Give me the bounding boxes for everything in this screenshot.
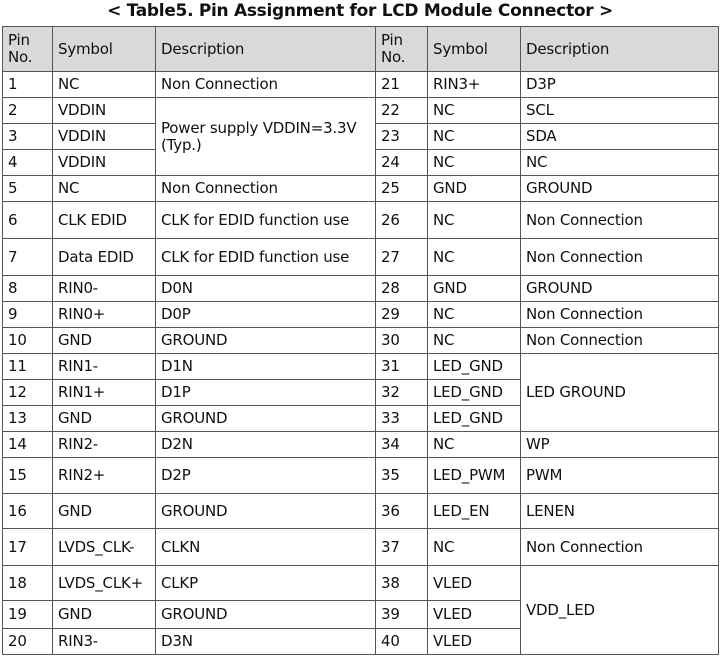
cell-description: D3N	[156, 629, 376, 655]
header-symbol: Symbol	[53, 27, 156, 72]
cell-symbol: GND	[428, 276, 521, 302]
cell-symbol: RIN2+	[53, 458, 156, 494]
cell-symbol: LED_GND	[428, 354, 521, 380]
cell-description: LENEN	[521, 494, 719, 529]
cell-symbol: RIN0-	[53, 276, 156, 302]
cell-pin-no: 2	[3, 98, 53, 124]
cell-pin-no: 11	[3, 354, 53, 380]
cell-symbol: NC	[428, 202, 521, 239]
cell-description: D0N	[156, 276, 376, 302]
cell-symbol: NC	[53, 72, 156, 98]
header-description: Description	[521, 27, 719, 72]
cell-description: CLK for EDID function use	[156, 202, 376, 239]
cell-symbol: LVDS_CLK+	[53, 566, 156, 601]
cell-pin-no: 21	[376, 72, 428, 98]
cell-description: Non Connection	[521, 529, 719, 566]
cell-pin-no: 32	[376, 380, 428, 406]
cell-symbol: NC	[428, 124, 521, 150]
cell-description: CLK for EDID function use	[156, 239, 376, 276]
cell-symbol: NC	[428, 432, 521, 458]
cell-description: GROUND	[156, 601, 376, 629]
header-description: Description	[156, 27, 376, 72]
cell-description: D1P	[156, 380, 376, 406]
cell-pin-no: 8	[3, 276, 53, 302]
cell-description: D1N	[156, 354, 376, 380]
table-row	[3, 239, 719, 276]
table-title: < Table5. Pin Assignment for LCD Module Connector >	[107, 1, 613, 21]
cell-symbol: NC	[428, 529, 521, 566]
cell-pin-no: 16	[3, 494, 53, 529]
cell-symbol: GND	[53, 406, 156, 432]
table-row	[3, 458, 719, 494]
cell-pin-no: 40	[376, 629, 428, 655]
cell-symbol: GND	[428, 176, 521, 202]
cell-pin-no: 29	[376, 302, 428, 328]
cell-symbol: CLK EDID	[53, 202, 156, 239]
cell-pin-no: 10	[3, 328, 53, 354]
cell-description: GROUND	[156, 494, 376, 529]
cell-pin-no: 30	[376, 328, 428, 354]
header-pin-no: Pin No.	[3, 27, 53, 72]
cell-pin-no: 35	[376, 458, 428, 494]
table-row	[3, 176, 719, 202]
table-row	[3, 432, 719, 458]
cell-pin-no: 7	[3, 239, 53, 276]
cell-pin-no: 13	[3, 406, 53, 432]
cell-description: GROUND	[521, 176, 719, 202]
table-row	[3, 494, 719, 529]
table-row	[3, 98, 719, 124]
cell-symbol: RIN3+	[428, 72, 521, 98]
cell-symbol: Data EDID	[53, 239, 156, 276]
cell-description: WP	[521, 432, 719, 458]
cell-description: D2P	[156, 458, 376, 494]
cell-symbol: LED_EN	[428, 494, 521, 529]
cell-description: GROUND	[521, 276, 719, 302]
cell-symbol: RIN2-	[53, 432, 156, 458]
cell-pin-no: 1	[3, 72, 53, 98]
cell-pin-no: 18	[3, 566, 53, 601]
cell-pin-no: 33	[376, 406, 428, 432]
cell-pin-no: 22	[376, 98, 428, 124]
header-pin-no: Pin No.	[376, 27, 428, 72]
cell-description: Non Connection	[521, 328, 719, 354]
cell-symbol: VDDIN	[53, 98, 156, 124]
cell-pin-no: 31	[376, 354, 428, 380]
table-row	[3, 72, 719, 98]
table-row	[3, 302, 719, 328]
cell-pin-no: 39	[376, 601, 428, 629]
table-row	[3, 276, 719, 302]
cell-pin-no: 4	[3, 150, 53, 176]
cell-pin-no: 15	[3, 458, 53, 494]
cell-pin-no: 26	[376, 202, 428, 239]
cell-description: GROUND	[156, 328, 376, 354]
cell-description: D2N	[156, 432, 376, 458]
cell-symbol: LED_GND	[428, 406, 521, 432]
cell-description: Non Connection	[521, 239, 719, 276]
cell-symbol: RIN3-	[53, 629, 156, 655]
cell-description: Non Connection	[521, 202, 719, 239]
cell-pin-no: 28	[376, 276, 428, 302]
cell-pin-no: 6	[3, 202, 53, 239]
cell-symbol: LED_GND	[428, 380, 521, 406]
pin-assignment-table	[2, 26, 719, 655]
cell-description: PWM	[521, 458, 719, 494]
cell-pin-no: 34	[376, 432, 428, 458]
cell-pin-no: 36	[376, 494, 428, 529]
cell-symbol: VDDIN	[53, 124, 156, 150]
cell-symbol: GND	[53, 328, 156, 354]
cell-symbol: VLED	[428, 601, 521, 629]
table-row	[3, 202, 719, 239]
cell-pin-no: 20	[3, 629, 53, 655]
cell-symbol: LED_PWM	[428, 458, 521, 494]
cell-description: CLKN	[156, 529, 376, 566]
cell-pin-no: 27	[376, 239, 428, 276]
cell-description: LED GROUND	[521, 354, 719, 432]
cell-symbol: NC	[428, 150, 521, 176]
cell-pin-no: 5	[3, 176, 53, 202]
table-row	[3, 529, 719, 566]
cell-symbol: NC	[428, 328, 521, 354]
cell-symbol: NC	[428, 302, 521, 328]
header-row	[3, 27, 719, 72]
cell-pin-no: 37	[376, 529, 428, 566]
cell-description: SCL	[521, 98, 719, 124]
cell-pin-no: 3	[3, 124, 53, 150]
cell-pin-no: 9	[3, 302, 53, 328]
cell-pin-no: 14	[3, 432, 53, 458]
cell-description: VDD_LED	[521, 566, 719, 655]
table-row	[3, 354, 719, 380]
cell-symbol: NC	[428, 98, 521, 124]
cell-symbol: GND	[53, 494, 156, 529]
cell-symbol: VDDIN	[53, 150, 156, 176]
cell-symbol: RIN0+	[53, 302, 156, 328]
cell-symbol: NC	[428, 239, 521, 276]
cell-symbol: RIN1+	[53, 380, 156, 406]
cell-description: D0P	[156, 302, 376, 328]
cell-pin-no: 12	[3, 380, 53, 406]
cell-pin-no: 23	[376, 124, 428, 150]
cell-description: NC	[521, 150, 719, 176]
cell-description: Non Connection	[156, 72, 376, 98]
cell-description: Power supply VDDIN=3.3V (Typ.)	[156, 98, 376, 176]
cell-description: CLKP	[156, 566, 376, 601]
cell-pin-no: 19	[3, 601, 53, 629]
cell-description: Non Connection	[521, 302, 719, 328]
table-row	[3, 566, 719, 601]
cell-pin-no: 25	[376, 176, 428, 202]
cell-symbol: NC	[53, 176, 156, 202]
cell-description: D3P	[521, 72, 719, 98]
header-symbol: Symbol	[428, 27, 521, 72]
cell-pin-no: 24	[376, 150, 428, 176]
cell-description: Non Connection	[156, 176, 376, 202]
cell-symbol: VLED	[428, 629, 521, 655]
cell-description: SDA	[521, 124, 719, 150]
cell-symbol: LVDS_CLK-	[53, 529, 156, 566]
cell-symbol: VLED	[428, 566, 521, 601]
cell-description: GROUND	[156, 406, 376, 432]
cell-pin-no: 38	[376, 566, 428, 601]
cell-pin-no: 17	[3, 529, 53, 566]
cell-symbol: GND	[53, 601, 156, 629]
table-row	[3, 328, 719, 354]
cell-symbol: RIN1-	[53, 354, 156, 380]
